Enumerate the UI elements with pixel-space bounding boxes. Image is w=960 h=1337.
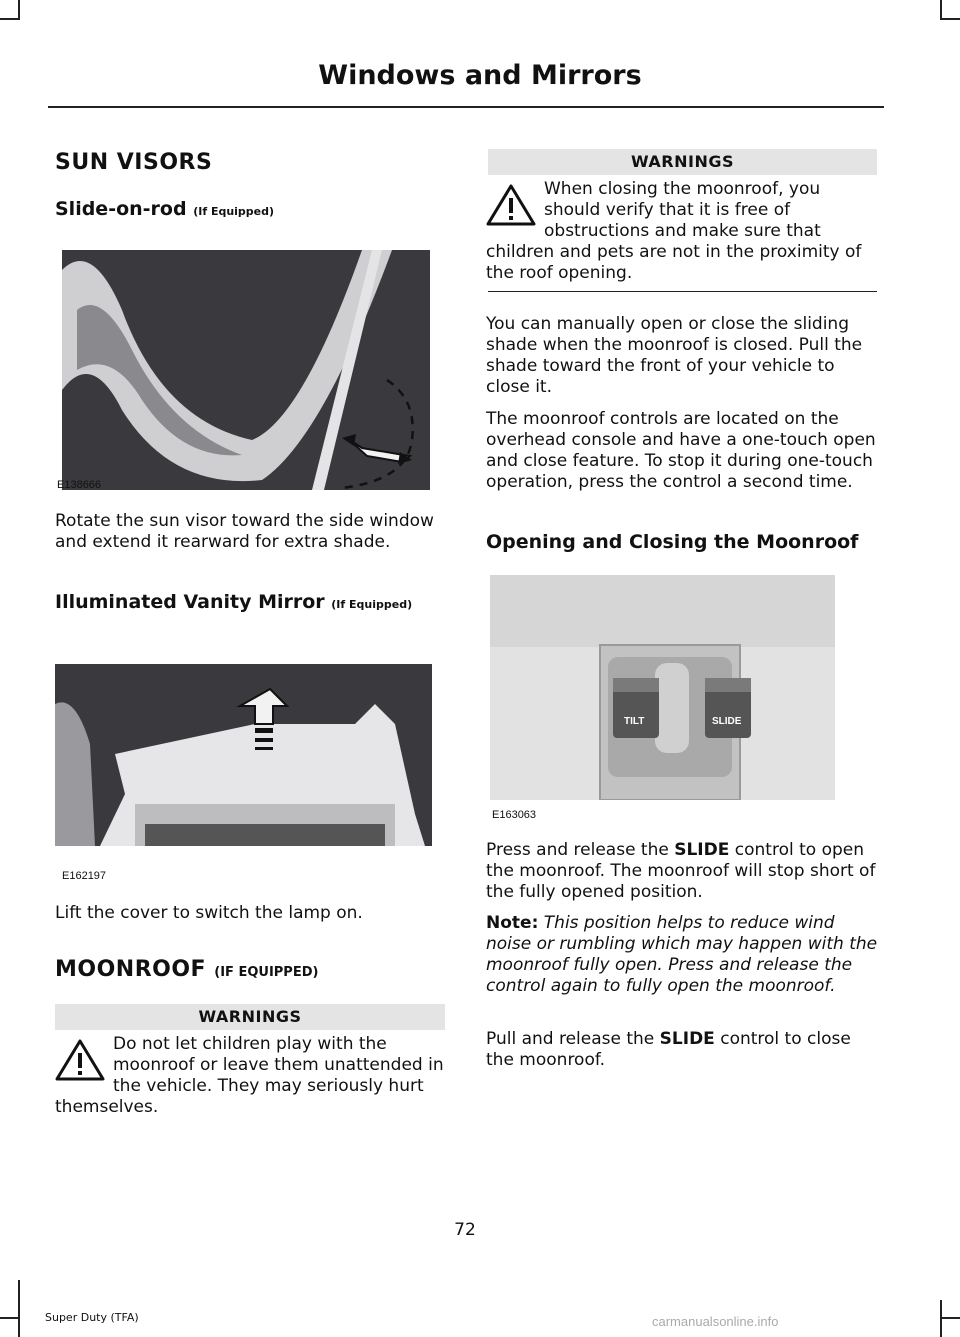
subsection-qualifier: (If Equipped): [331, 598, 413, 611]
paragraph-text: Press and release the: [486, 840, 675, 860]
crop-mark: [18, 1280, 20, 1337]
note-text: This position helps to reduce wind noise or rumbling which may happen with the moonroof fully open. Press and release the control again to fully open the moonroof.: [486, 913, 878, 996]
subsection-title-text: Illuminated Vanity Mirror: [55, 591, 325, 613]
figure-code: E162197: [62, 870, 107, 882]
subsection-qualifier: (If Equipped): [193, 205, 275, 218]
sun-visor-illustration: [62, 250, 430, 490]
warning-text: When closing the moonroof, you should verify that it is free of obstructions and make sure that children and pets are not in the proximity of the roof opening.: [486, 179, 862, 283]
note-paragraph: [486, 913, 880, 997]
vanity-mirror-image: [55, 664, 432, 846]
moonroof-controls-illustration: [490, 575, 835, 800]
subsection-title-text: Slide-on-rod: [55, 198, 187, 220]
warnings-header: WARNINGS: [488, 149, 877, 175]
slide-control-name: SLIDE: [674, 840, 730, 860]
paragraph-text: Pull and release the: [486, 1029, 660, 1049]
paragraph-text: control to open the moonroof. The moonroof will stop short of the fully opened position.: [486, 840, 876, 902]
warning-text: Do not let children play with the moonroof or leave them unattended in the vehicle. They may seriously hurt themselves.: [55, 1034, 444, 1117]
page-number: 72: [454, 1220, 476, 1240]
header-divider: [48, 106, 884, 108]
slide-open-paragraph: [486, 840, 880, 903]
warnings-header: WARNINGS: [55, 1004, 445, 1030]
crop-mark: [0, 18, 20, 20]
sun-visor-image: [62, 250, 430, 490]
figure-code: E163063: [492, 809, 537, 821]
section-title-moonroof: [55, 957, 318, 982]
sun-visor-paragraph: Rotate the sun visor toward the side window and extend it rearward for extra shade.: [55, 511, 434, 552]
subsection-vanity-mirror: [55, 591, 412, 613]
crop-mark: [0, 1317, 20, 1319]
figure-code: E138666: [57, 479, 102, 491]
page-header-title: Windows and Mirrors: [318, 60, 642, 91]
section-title-sun-visors: [55, 150, 212, 175]
warning-triangle-icon: [486, 183, 536, 227]
warning-divider: [488, 291, 877, 292]
sliding-shade-paragraph: You can manually open or close the sliding shade when the moonroof is closed. Pull the shade toward the front of your vehicle to close it.: [486, 314, 863, 397]
moonroof-controls-paragraph: The moonroof controls are located on the overhead console and have a one-touch open and close feature. To stop it during one-touch operation, press the control a second time.: [486, 409, 876, 492]
slide-control-name: SLIDE: [659, 1029, 715, 1049]
slide-switch: [705, 678, 751, 738]
overhead-console-image: [490, 575, 835, 800]
tilt-switch: [613, 678, 659, 738]
warning-block: [486, 179, 878, 284]
slide-close-paragraph: [486, 1029, 880, 1071]
subsection-opening-closing: Opening and Closing the Moonroof: [486, 531, 859, 553]
section-title-text: MOONROOF: [55, 957, 207, 982]
vanity-mirror-paragraph: Lift the cover to switch the lamp on.: [55, 903, 363, 923]
crop-mark: [940, 18, 960, 20]
subsection-slide-on-rod: [55, 198, 274, 220]
section-title-text: SUN VISORS: [55, 150, 213, 175]
vanity-mirror-illustration: [55, 664, 432, 846]
section-qualifier: (IF EQUIPPED): [214, 965, 319, 980]
crop-mark: [940, 0, 942, 20]
crop-mark: [18, 0, 20, 20]
warning-triangle-icon: [55, 1038, 105, 1082]
warning-block: [55, 1034, 447, 1118]
tilt-label: TILT: [624, 716, 645, 727]
watermark: carmanualsonline.info: [652, 1314, 779, 1329]
note-label: Note:: [486, 913, 539, 933]
crop-mark: [940, 1317, 960, 1319]
slide-label: SLIDE: [712, 716, 742, 727]
paragraph-text: control to close the moonroof.: [486, 1029, 851, 1070]
footer-model: Super Duty (TFA): [45, 1311, 139, 1324]
